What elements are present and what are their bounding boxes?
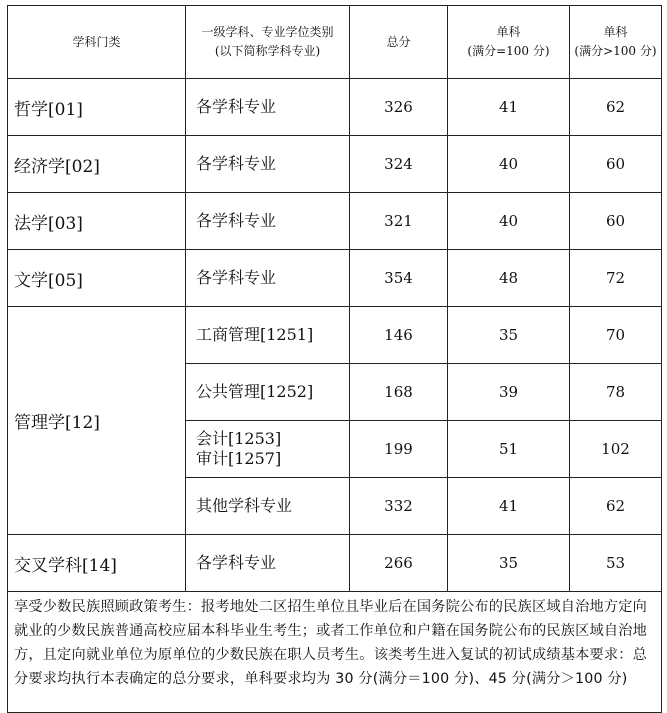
single-100-cell: 40 (448, 193, 570, 250)
header-single-over-100-note: (满分>100 分) (574, 44, 657, 58)
single-100-cell: 41 (448, 478, 570, 535)
single-over-100-cell: 62 (570, 79, 662, 136)
single-over-100-cell: 70 (570, 307, 662, 364)
single-over-100-cell: 60 (570, 136, 662, 193)
major-cell: 公共管理[1252] (186, 364, 350, 421)
single-over-100-cell: 62 (570, 478, 662, 535)
table-row (8, 79, 662, 136)
header-single-100-note: (满分=100 分) (467, 44, 550, 58)
header-single-100-label: 单科 (496, 25, 521, 39)
category-cell: 交叉学科[14] (8, 535, 186, 592)
major-cell: 各学科专业 (186, 193, 350, 250)
score-table (7, 5, 662, 713)
table-row (8, 193, 662, 250)
total-cell: 332 (350, 478, 448, 535)
total-cell: 324 (350, 136, 448, 193)
category-cell: 哲学[01] (8, 79, 186, 136)
single-over-100-cell: 60 (570, 193, 662, 250)
major-cell: 各学科专业 (186, 136, 350, 193)
single-100-cell: 51 (448, 421, 570, 478)
major-cell: 其他学科专业 (186, 478, 350, 535)
major-line: 审计[1257] (196, 449, 282, 468)
single-100-cell: 48 (448, 250, 570, 307)
total-cell: 326 (350, 79, 448, 136)
header-single-over-100-label: 单科 (603, 25, 628, 39)
total-cell: 354 (350, 250, 448, 307)
single-over-100-cell: 53 (570, 535, 662, 592)
total-cell: 146 (350, 307, 448, 364)
table-row (8, 136, 662, 193)
category-cell: 文学[05] (8, 250, 186, 307)
header-level1: 一级学科、专业学位类别(以下简称学科专业) (186, 6, 350, 79)
table-row (8, 250, 662, 307)
major-cell: 各学科专业 (186, 250, 350, 307)
major-line: 会计[1253] (196, 429, 282, 448)
table-row (8, 535, 662, 592)
category-cell: 经济学[02] (8, 136, 186, 193)
major-cell: 各学科专业 (186, 79, 350, 136)
total-cell: 321 (350, 193, 448, 250)
total-cell: 168 (350, 364, 448, 421)
category-cell: 法学[03] (8, 193, 186, 250)
single-over-100-cell: 72 (570, 250, 662, 307)
policy-note: 享受少数民族照顾政策考生：报考地处二区招生单位且毕业后在国务院公布的民族区域自治地方定向就业的少数民族普通高校应届本科毕业生考生；或者工作单位和户籍在国务院公布的民族区域自治地方，且定向就业单位为原单位的少数民族在职人员考生。该类考生进入复试的初试成绩基本要求：总分要求均执行本表确定的总分要求，单科要求均为 30 分(满分＝100 分)、45 分(满分＞100 分) (8, 592, 662, 713)
single-100-cell: 35 (448, 307, 570, 364)
major-cell: 各学科专业 (186, 535, 350, 592)
major-cell: 工商管理[1251] (186, 307, 350, 364)
header-single-100 (448, 6, 570, 79)
single-100-cell: 35 (448, 535, 570, 592)
single-100-cell: 41 (448, 79, 570, 136)
category-cell-management: 管理学[12] (8, 307, 186, 535)
total-cell: 199 (350, 421, 448, 478)
single-over-100-cell: 102 (570, 421, 662, 478)
header-total: 总分 (350, 6, 448, 79)
header-category: 学科门类 (8, 6, 186, 79)
note-row (8, 592, 662, 713)
single-100-cell: 39 (448, 364, 570, 421)
header-row (8, 6, 662, 79)
major-cell (186, 421, 350, 478)
table-row (8, 307, 662, 364)
single-100-cell: 40 (448, 136, 570, 193)
header-single-over-100 (570, 6, 662, 79)
total-cell: 266 (350, 535, 448, 592)
single-over-100-cell: 78 (570, 364, 662, 421)
